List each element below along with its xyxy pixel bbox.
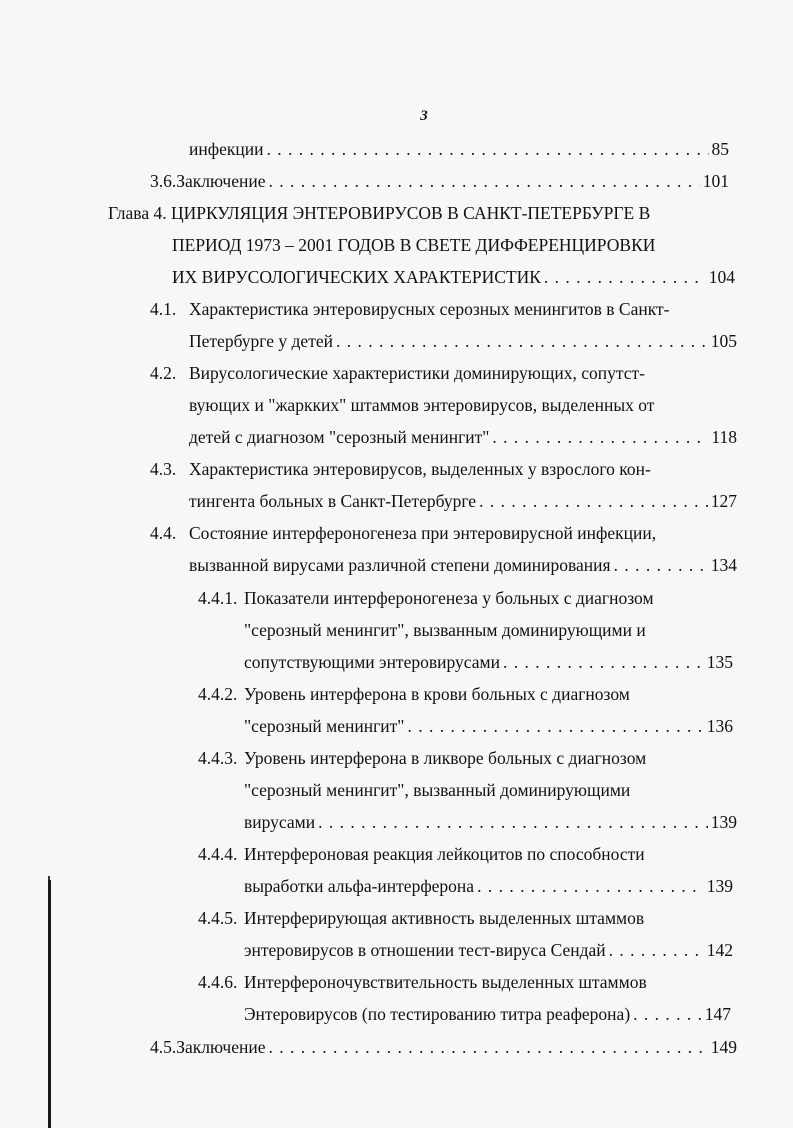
toc-line [150,456,735,482]
toc-entry-title: сопутствующими энтеровирусами [244,652,500,672]
toc-entry-title: "серозный менингит", вызванным доминирующими и [244,620,646,640]
toc-line [244,617,735,643]
toc-line [172,232,729,258]
toc-leader-dots [633,1001,702,1027]
toc-entry-title: Показатели интерфероногенеза у больных с диагнозом [244,588,654,608]
toc-page-number: 139 [710,812,737,832]
toc-line [150,168,729,194]
toc-line [189,328,737,354]
toc-page-number: 134 [710,555,737,575]
toc-section-number: 4.3. [150,459,177,479]
toc-leader-dots [407,713,703,739]
toc-line [244,649,733,675]
toc-leader-dots [609,937,704,963]
scan-edge-bar [48,880,51,1128]
toc-section-number: 4.1. [150,299,177,319]
toc-line [244,937,733,963]
toc-page-number: 147 [704,1004,731,1024]
toc-page-number: 139 [706,876,733,896]
toc-page-number: 135 [706,652,733,672]
toc-line [244,1001,731,1027]
toc-page-number: 127 [710,491,737,511]
toc-entry-title: вызванной вирусами различной степени доминирования [189,555,611,575]
toc-entry-title: Характеристика энтеровирусных серозных менингитов в Санкт- [189,299,670,319]
toc-leader-dots [266,136,708,162]
toc-line [198,841,735,867]
toc-line [189,136,729,162]
toc-line [198,969,735,995]
toc-section-number: 4.4.6. [198,972,238,992]
toc-page-number: 149 [710,1037,737,1057]
toc-leader-dots [477,873,704,899]
toc-section-number: 4.4.4. [198,844,238,864]
toc-section-number: 4.5. [150,1037,177,1057]
toc-line [198,905,735,931]
toc-section-number: 4.4.2. [198,684,238,704]
toc-line [244,873,733,899]
toc-chapter-title: ПЕРИОД 1973 – 2001 ГОДОВ В СВЕТЕ ДИФФЕРЕНЦИРОВКИ [172,235,656,255]
toc-line [244,809,737,835]
toc-chapter-title: ИХ ВИРУСОЛОГИЧЕСКИХ ХАРАКТЕРИСТИК [172,267,541,287]
toc-entry-title: Интерфероновая реакция лейкоцитов по способности [244,844,645,864]
toc-leader-dots [503,649,704,675]
toc-page-number: 85 [711,139,729,159]
toc-leader-dots [269,168,700,194]
toc-section-number: 4.4.1. [198,588,238,608]
toc-line [150,296,735,322]
toc-line [244,713,733,739]
toc-entry-title: Петербурге у детей [189,331,333,351]
toc-entry-title: Уровень интерферона в ликворе больных с диагнозом [244,748,647,768]
toc-section-number: 4.4.5. [198,908,238,928]
toc-leader-dots [614,552,708,578]
toc-page-number: 142 [706,940,733,960]
toc-line [244,777,735,803]
toc-line [108,200,729,226]
page-number: 3 [420,108,428,124]
toc-line [172,264,735,290]
toc-line [189,488,737,514]
toc-leader-dots [269,1034,708,1060]
toc-entry-title: Характеристика энтеровирусов, выделенных у взрослого кон- [189,459,651,479]
toc-entry-title: вирусами [244,812,316,832]
toc-page-number: 118 [711,427,737,447]
toc-section-number: 4.4.3. [198,748,238,768]
toc-leader-dots [318,809,708,835]
toc-line [198,745,735,771]
toc-leader-dots [492,424,708,450]
toc-section-number: 4.2. [150,363,177,383]
toc-page-number: 105 [710,331,737,351]
toc-entry-title: Энтеровирусов (по тестированию титра реаферона) [244,1004,631,1024]
toc-section-number: 4.4. [150,523,177,543]
toc-line [198,681,735,707]
toc-entry-title: Вирусологические характеристики доминирующих, сопутст- [189,363,645,383]
toc-line [189,424,737,450]
toc-entry-title: выработки альфа-интерферона [244,876,475,896]
toc-entry-title: тингента больных в Санкт-Петербурге [189,491,477,511]
toc-entry-title: Заключение [176,171,266,191]
toc-page-number: 136 [706,716,733,736]
toc-entry-title: детей с диагнозом "серозный менингит" [189,427,490,447]
toc-section-number: 3.6. [150,171,177,191]
toc-entry-title: вующих и "жаркких" штаммов энтеровирусов, выделенных от [189,395,655,415]
toc-leader-dots [479,488,708,514]
toc-entry-title: Состояние интерфероногенеза при энтеровирусной инфекции, [189,523,657,543]
toc-entry-title: "серозный менингит" [244,716,405,736]
toc-line [150,360,735,386]
toc-entry-title: Уровень интерферона в крови больных с диагнозом [244,684,630,704]
toc-page-number: 104 [708,267,735,287]
toc-entry-title: "серозный менингит", вызванный доминирующими [244,780,631,800]
toc-entry-title: Заключение [176,1037,266,1057]
toc-line [189,552,737,578]
toc-entry-title: Интерфероночувствительность выделенных штаммов [244,972,647,992]
toc-line [150,520,735,546]
toc-entry-title: Интерферирующая активность выделенных штаммов [244,908,645,928]
toc-leader-dots [336,328,708,354]
toc-page-number: 101 [702,171,729,191]
toc-leader-dots [544,264,706,290]
toc-line [198,585,735,611]
toc-chapter-title: Глава 4. ЦИРКУЛЯЦИЯ ЭНТЕРОВИРУСОВ В САНКТ-ПЕТЕРБУРГЕ В [108,203,651,223]
toc-line [189,392,735,418]
toc-line [150,1034,737,1060]
toc-entry-title: инфекции [189,139,264,159]
toc-entry-title: энтеровирусов в отношении тест-вируса Сендай [244,940,606,960]
